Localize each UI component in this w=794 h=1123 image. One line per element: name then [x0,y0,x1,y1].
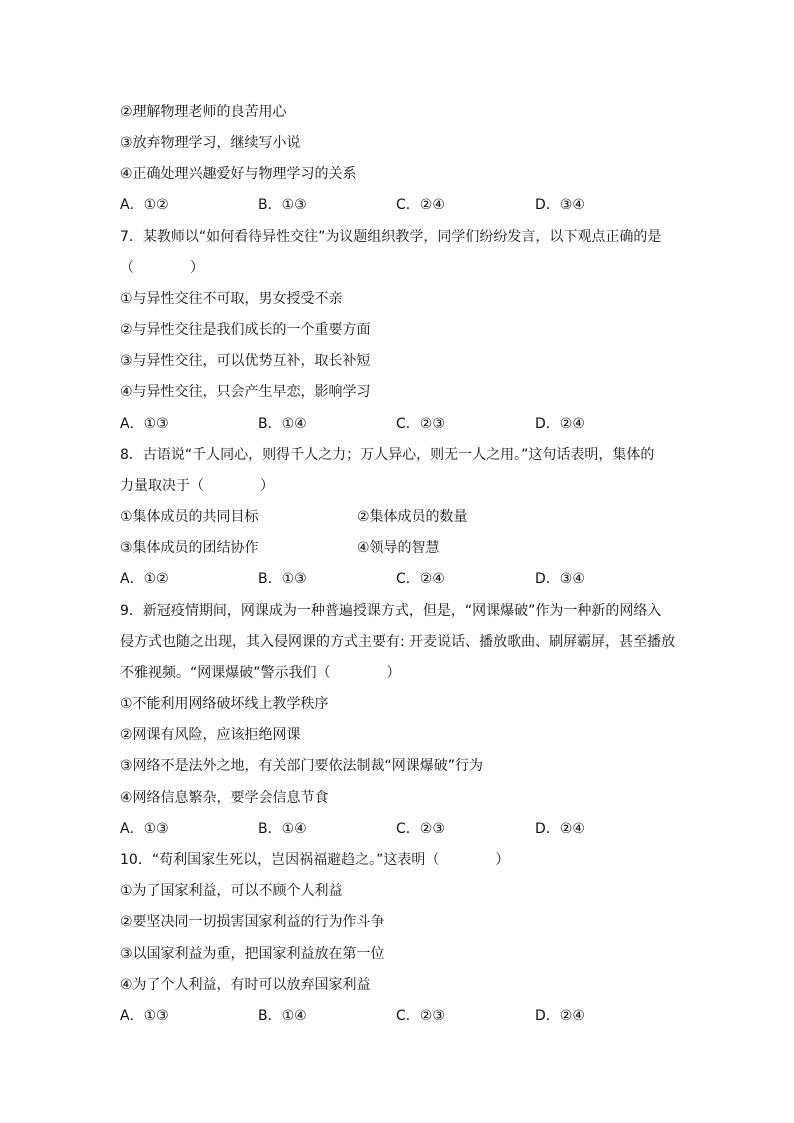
q8-item-3: ③集体成员的团结协作 [120,540,259,556]
q8-option-a: A．①② [120,571,169,587]
q9-item-4: ④网络信息繁杂，要学会信息节食 [120,790,329,806]
q8-options [120,569,680,589]
q9-stem-cont-2: 不雅视频。“网课爆破”警示我们（ ） [120,665,401,681]
q9-option-d: D．②④ [535,821,585,837]
q7-option-d: D．②④ [535,416,585,432]
q7-item-2: ②与异性交往是我们成长的一个重要方面 [120,322,371,338]
q8-items-row-2 [120,538,680,558]
q10-item-4: ④为了个人利益，有时可以放弃国家利益 [120,977,371,993]
q10-option-b: B．①④ [258,1008,307,1024]
q7-item-1: ①与异性交往不可取，男女授受不亲 [120,291,343,307]
q9-item-3: ③网络不是法外之地，有关部门要依法制裁“网课爆破”行为 [120,758,484,774]
q8-option-c: C．②④ [396,571,445,587]
q6-option-b: B．①③ [258,197,307,213]
q6-option-a: A．①② [120,197,169,213]
q7-option-c: C．②③ [396,416,445,432]
q7-option-b: B．①④ [258,416,307,432]
q8-item-1: ①集体成员的共同目标 [120,509,259,525]
q9-option-c: C．②③ [396,821,445,837]
q9-option-a: A．①③ [120,821,169,837]
q10-options [120,1006,680,1026]
q6-option-d: D．③④ [535,197,585,213]
q7-options [120,414,680,434]
q6-item-4: ④正确处理兴趣爱好与物理学习的关系 [120,166,357,182]
q8-stem: 8．古语说“千人同心，则得千人之力；万人异心，则无一人之用。”这句话表明，集体的 [120,447,655,463]
q10-option-c: C．②③ [396,1008,445,1024]
q10-item-1: ①为了国家利益，可以不顾个人利益 [120,883,343,899]
q10-item-3: ③以国家利益为重，把国家利益放在第一位 [120,946,385,962]
q6-item-2: ②理解物理老师的良苦用心 [120,104,287,120]
q7-item-4: ④与异性交往，只会产生早恋，影响学习 [120,384,371,400]
q7-stem-cont: （ ） [120,260,204,276]
q10-option-a: A．①③ [120,1008,169,1024]
q9-stem-cont-1: 侵方式也随之出现，其入侵网课的方式主要有: 开麦说话、播放歌曲、刷屏霸屏，甚至播放 [120,634,676,650]
q8-item-4: ④领导的智慧 [357,540,440,556]
q7-stem: 7．某教师以“如何看待异性交往”为议题组织教学，同学们纷纷发言，以下观点正确的是 [120,229,662,245]
q10-item-2: ②要坚决同一切损害国家利益的行为作斗争 [120,914,385,930]
q9-options [120,819,680,839]
q8-stem-cont: 力量取决于（ ） [120,478,274,494]
q8-items-row-1 [120,507,680,527]
q6-item-3: ③放弃物理学习，继续写小说 [120,135,301,151]
q7-item-3: ③与异性交往，可以优势互补，取长补短 [120,353,371,369]
q9-item-2: ②网课有风险，应该拒绝网课 [120,727,301,743]
q8-option-b: B．①③ [258,571,307,587]
q6-option-c: C．②④ [396,197,445,213]
q9-item-1: ①不能利用网络破坏线上教学秩序 [120,696,329,712]
q8-option-d: D．③④ [535,571,585,587]
q10-stem: 10．“苟利国家生死以，岂因祸福避趋之。”这表明（ ） [120,852,510,868]
q9-stem: 9．新冠疫情期间，网课成为一种普遍授课方式，但是，“网课爆破”作为一种新的网络入 [120,603,662,619]
q7-option-a: A．①③ [120,416,169,432]
q6-options [120,195,680,215]
q10-option-d: D．②④ [535,1008,585,1024]
q8-item-2: ②集体成员的数量 [357,509,468,525]
q9-option-b: B．①④ [258,821,307,837]
